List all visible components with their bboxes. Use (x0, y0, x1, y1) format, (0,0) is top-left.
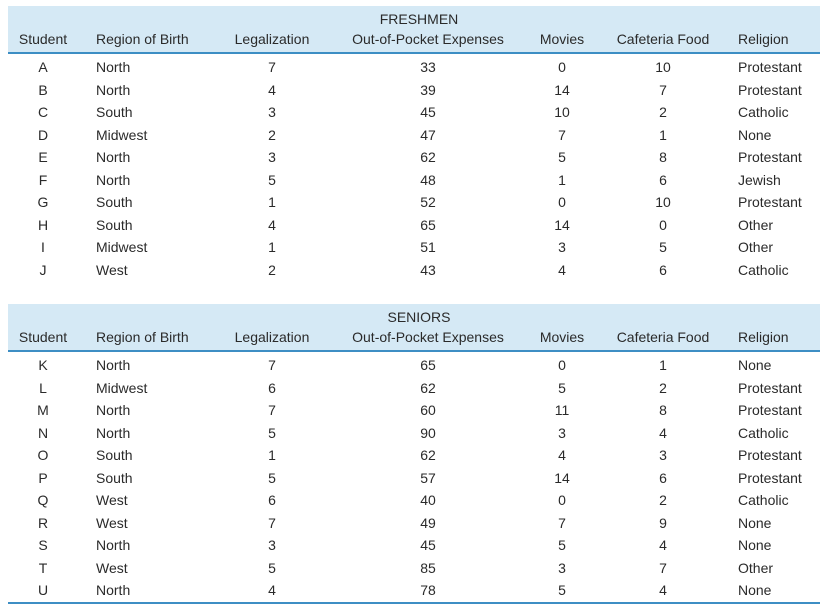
cell-movies: 11 (554, 402, 570, 418)
column-header-expenses: Out-of-Pocket Expenses (352, 31, 504, 47)
cell-religion: Protestant (738, 81, 802, 98)
freshmen-column-headers (8, 28, 820, 52)
cell-region: West (96, 261, 128, 278)
cell-expenses: 62 (420, 379, 436, 396)
cell-region: West (96, 514, 128, 531)
seniors-table-header (8, 304, 820, 352)
cell-student: I (41, 239, 45, 255)
cell-legalization: 7 (268, 514, 276, 531)
cell-food: 4 (659, 582, 667, 598)
cell-food: 9 (659, 514, 667, 531)
cell-religion: Catholic (738, 492, 789, 508)
freshmen-table-header (8, 6, 820, 54)
cell-food: 5 (659, 239, 667, 255)
cell-expenses: 51 (420, 239, 436, 255)
cell-legalization: 2 (268, 261, 276, 278)
cell-food: 4 (659, 537, 667, 553)
table-bottom-rule (8, 602, 820, 604)
cell-expenses: 65 (420, 357, 436, 373)
cell-religion: Catholic (738, 104, 789, 120)
cell-food: 4 (659, 424, 667, 441)
cell-student: N (37, 424, 49, 441)
cell-movies: 10 (554, 104, 570, 120)
table-row (8, 259, 820, 282)
cell-expenses: 45 (420, 537, 436, 553)
cell-food: 3 (659, 447, 667, 463)
cell-expenses: 78 (420, 582, 436, 598)
cell-food: 1 (659, 126, 667, 143)
cell-student: M (37, 402, 49, 418)
cell-student: O (37, 447, 49, 463)
cell-region: North (96, 424, 131, 441)
column-header-expenses: Out-of-Pocket Expenses (352, 329, 504, 345)
seniors-table (8, 304, 820, 604)
cell-movies: 5 (558, 582, 566, 598)
cell-movies: 7 (558, 514, 566, 531)
cell-region: North (96, 59, 131, 75)
column-header-legalization: Legalization (234, 31, 310, 47)
cell-region: South (96, 216, 133, 233)
cell-movies: 5 (558, 537, 566, 553)
cell-food: 7 (659, 81, 667, 98)
table-row (8, 422, 820, 445)
cell-food: 0 (659, 216, 667, 233)
cell-region: North (96, 582, 131, 598)
cell-region: South (96, 194, 133, 210)
cell-region: South (96, 469, 133, 486)
cell-food: 2 (659, 104, 667, 120)
cell-movies: 7 (558, 126, 566, 143)
cell-region: North (96, 537, 131, 553)
cell-food: 10 (655, 194, 671, 210)
cell-student: L (39, 379, 47, 396)
table-row (8, 557, 820, 580)
cell-student: P (38, 469, 48, 486)
cell-region: West (96, 559, 128, 576)
cell-food: 6 (659, 469, 667, 486)
freshmen-group-title: FRESHMEN (379, 11, 459, 27)
cell-expenses: 60 (420, 402, 436, 418)
cell-religion: Catholic (738, 424, 789, 441)
table-row (8, 489, 820, 512)
cell-food: 8 (659, 402, 667, 418)
cell-legalization: 5 (268, 469, 276, 486)
table-row (8, 79, 820, 102)
cell-movies: 1 (558, 171, 566, 188)
cell-student: E (38, 149, 48, 165)
cell-region: South (96, 104, 133, 120)
column-header-food: Cafeteria Food (616, 31, 710, 47)
cell-religion: None (738, 582, 772, 598)
cell-region: North (96, 149, 131, 165)
cell-food: 8 (659, 149, 667, 165)
cell-religion: Protestant (738, 447, 802, 463)
cell-region: North (96, 357, 131, 373)
cell-religion: Other (738, 216, 774, 233)
cell-student: Q (37, 492, 49, 508)
cell-religion: Protestant (738, 149, 802, 165)
column-header-movies: Movies (539, 329, 585, 345)
cell-student: T (38, 559, 48, 576)
table-row (8, 214, 820, 237)
cell-religion: Catholic (738, 261, 789, 278)
cell-religion: Other (738, 239, 774, 255)
cell-legalization: 7 (268, 357, 276, 373)
cell-expenses: 65 (420, 216, 436, 233)
cell-food: 2 (659, 379, 667, 396)
cell-legalization: 7 (268, 59, 276, 75)
cell-legalization: 1 (268, 194, 276, 210)
cell-food: 10 (655, 59, 671, 75)
cell-expenses: 48 (420, 171, 436, 188)
cell-region: Midwest (96, 239, 148, 255)
cell-legalization: 3 (268, 537, 276, 553)
freshmen-table (8, 6, 820, 281)
seniors-rows (8, 352, 820, 602)
cell-region: West (96, 492, 128, 508)
cell-legalization: 3 (268, 149, 276, 165)
cell-legalization: 4 (268, 582, 276, 598)
table-row (8, 236, 820, 259)
column-header-region: Region of Birth (96, 31, 189, 47)
cell-legalization: 6 (268, 492, 276, 508)
cell-movies: 5 (558, 379, 566, 396)
cell-legalization: 5 (268, 559, 276, 576)
cell-legalization: 7 (268, 402, 276, 418)
column-header-student: Student (18, 329, 68, 345)
cell-food: 6 (659, 261, 667, 278)
cell-movies: 3 (558, 239, 566, 255)
cell-religion: None (738, 126, 772, 143)
cell-expenses: 47 (420, 126, 436, 143)
cell-food: 6 (659, 171, 667, 188)
cell-expenses: 40 (420, 492, 436, 508)
cell-student: F (38, 171, 48, 188)
table-row (8, 354, 820, 377)
cell-movies: 5 (558, 149, 566, 165)
cell-student: C (37, 104, 49, 120)
cell-legalization: 1 (268, 239, 276, 255)
cell-student: S (38, 537, 48, 553)
cell-food: 1 (659, 357, 667, 373)
cell-movies: 14 (554, 81, 570, 98)
cell-region: North (96, 402, 131, 418)
table-row (8, 579, 820, 602)
cell-expenses: 62 (420, 149, 436, 165)
cell-legalization: 5 (268, 424, 276, 441)
cell-movies: 0 (558, 357, 566, 373)
cell-expenses: 62 (420, 447, 436, 463)
cell-student: R (37, 514, 49, 531)
cell-religion: None (738, 357, 772, 373)
cell-expenses: 85 (420, 559, 436, 576)
column-header-religion: Religion (738, 329, 789, 345)
column-header-religion: Religion (738, 31, 789, 47)
cell-expenses: 39 (420, 81, 436, 98)
cell-religion: Protestant (738, 402, 802, 418)
cell-legalization: 3 (268, 104, 276, 120)
cell-expenses: 52 (420, 194, 436, 210)
table-row (8, 399, 820, 422)
column-header-movies: Movies (539, 31, 585, 47)
cell-region: North (96, 171, 131, 188)
cell-movies: 0 (558, 59, 566, 75)
cell-student: A (38, 59, 48, 75)
cell-expenses: 45 (420, 104, 436, 120)
column-header-food: Cafeteria Food (616, 329, 710, 345)
cell-movies: 0 (558, 492, 566, 508)
cell-expenses: 33 (420, 59, 436, 75)
cell-student: K (38, 357, 48, 373)
cell-student: D (37, 126, 49, 143)
column-header-region: Region of Birth (96, 329, 189, 345)
column-header-legalization: Legalization (234, 329, 310, 345)
cell-religion: Other (738, 559, 774, 576)
table-row (8, 191, 820, 214)
freshmen-rows (8, 54, 820, 281)
cell-legalization: 4 (268, 216, 276, 233)
table-row (8, 146, 820, 169)
cell-religion: Protestant (738, 379, 802, 396)
table-row (8, 169, 820, 192)
column-header-student: Student (18, 31, 68, 47)
cell-legalization: 6 (268, 379, 276, 396)
cell-movies: 3 (558, 559, 566, 576)
cell-legalization: 2 (268, 126, 276, 143)
cell-movies: 3 (558, 424, 566, 441)
cell-student: B (38, 81, 48, 98)
cell-movies: 4 (558, 261, 566, 278)
cell-movies: 0 (558, 194, 566, 210)
cell-expenses: 49 (420, 514, 436, 531)
cell-region: Midwest (96, 126, 148, 143)
seniors-column-headers (8, 326, 820, 350)
cell-legalization: 4 (268, 81, 276, 98)
cell-student: U (37, 582, 49, 598)
cell-religion: Protestant (738, 194, 802, 210)
table-row (8, 444, 820, 467)
cell-legalization: 1 (268, 447, 276, 463)
cell-religion: Protestant (738, 469, 802, 486)
cell-student: J (39, 261, 47, 278)
cell-expenses: 43 (420, 261, 436, 278)
table-row (8, 377, 820, 400)
cell-food: 7 (659, 559, 667, 576)
cell-expenses: 57 (420, 469, 436, 486)
cell-religion: Protestant (738, 59, 802, 75)
cell-religion: None (738, 514, 772, 531)
table-row (8, 56, 820, 79)
cell-expenses: 90 (420, 424, 436, 441)
cell-region: North (96, 81, 131, 98)
cell-religion: Jewish (738, 171, 781, 188)
table-row (8, 101, 820, 124)
cell-region: South (96, 447, 133, 463)
table-row (8, 467, 820, 490)
cell-student: G (37, 194, 49, 210)
table-row (8, 534, 820, 557)
table-row (8, 512, 820, 535)
cell-student: H (37, 216, 49, 233)
cell-religion: None (738, 537, 772, 553)
cell-movies: 4 (558, 447, 566, 463)
table-row (8, 124, 820, 147)
cell-movies: 14 (554, 216, 570, 233)
cell-movies: 14 (554, 469, 570, 486)
cell-food: 2 (659, 492, 667, 508)
cell-legalization: 5 (268, 171, 276, 188)
seniors-group-title: SENIORS (387, 309, 451, 325)
cell-region: Midwest (96, 379, 148, 396)
